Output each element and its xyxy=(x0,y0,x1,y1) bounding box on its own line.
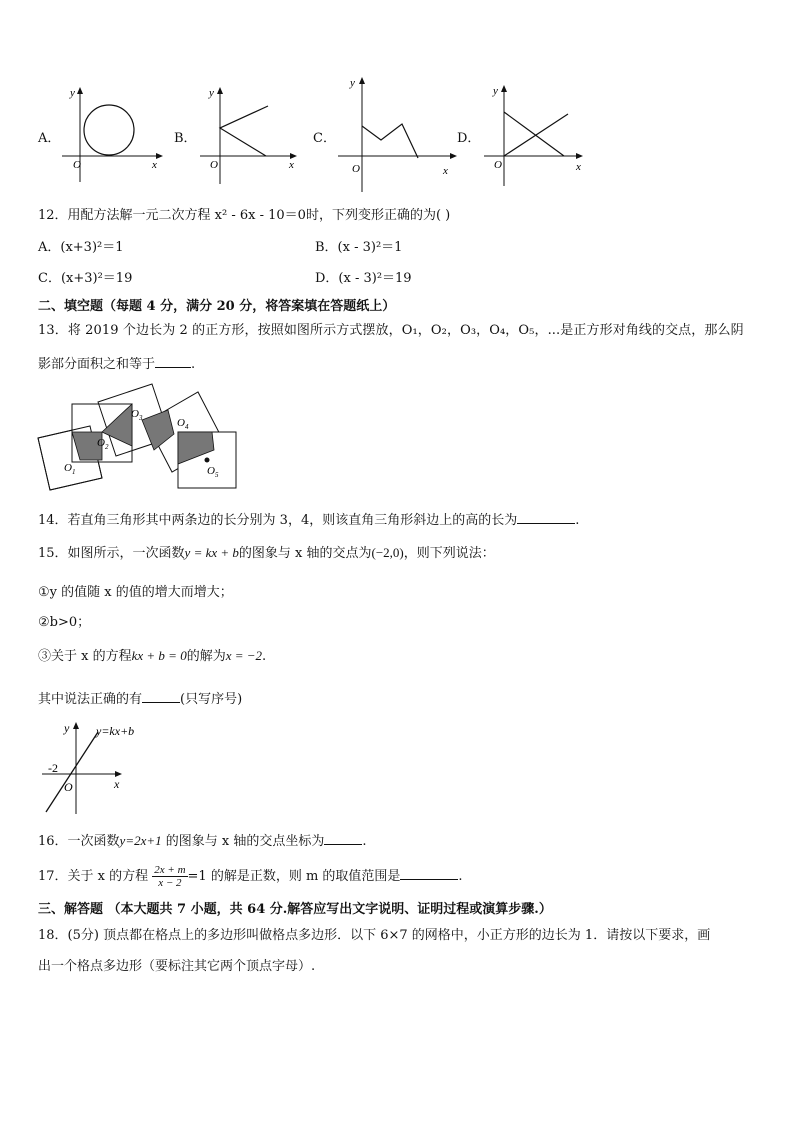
q16-text-c: 的图象与 x 轴的交点坐标为 xyxy=(161,834,325,849)
q17-end: . xyxy=(458,869,463,884)
q15-stem xyxy=(38,545,495,562)
option-a-label: A． xyxy=(38,131,61,146)
q14 xyxy=(38,511,579,529)
q15-ask-a: 其中说法正确的有 xyxy=(38,692,143,707)
q17-numerator: 2x + m xyxy=(154,864,186,876)
q15-s3-a: ③关于 x 的方程 xyxy=(38,649,132,664)
q18-line1: 18．(5分) 顶点都在格点上的多边形叫做格点多边形．以下 6×7 的网格中，小正方形的边长为 1．请按以下要求，画 xyxy=(38,928,711,943)
q15-graph xyxy=(38,718,148,818)
q16-text-a: 16．一次函数 xyxy=(38,834,120,849)
q15-ask xyxy=(38,690,242,708)
option-c-label: C． xyxy=(313,131,336,146)
q15-stem-c: ，则下列说法： xyxy=(403,546,495,561)
q17-answer-blank[interactable] xyxy=(400,867,458,880)
option-c-graph xyxy=(336,74,460,194)
q15-point: (−2,0) xyxy=(371,545,404,560)
q12-option-b: B．(x - 3)²＝1 xyxy=(315,240,403,255)
x-axis-label: x xyxy=(576,161,581,173)
y-axis-label: y xyxy=(64,721,70,735)
y-axis-label: y xyxy=(70,87,75,99)
q15-func: y = kx + b xyxy=(184,545,239,560)
q14-text: 14．若直角三角形其中两条边的长分别为 3，4，则该直角三角形斜边上的高的长为 xyxy=(38,513,518,528)
origin-label: O xyxy=(494,159,502,171)
q17 xyxy=(38,862,463,892)
x-axis-label: x xyxy=(114,777,120,791)
q15-statement-3 xyxy=(38,648,266,665)
q15-stem-a: 15．如图所示，一次函数 xyxy=(38,546,185,561)
q14-answer-blank[interactable] xyxy=(517,511,575,524)
q17-denominator: x − 2 xyxy=(158,877,182,889)
origin-label: O xyxy=(210,159,218,171)
q15-answer-blank[interactable] xyxy=(142,690,180,703)
graph-function-label: y=kx+b xyxy=(96,724,135,738)
option-b-label: B． xyxy=(174,131,197,146)
o2-label: $O_2$ xyxy=(97,437,109,451)
q15-ask-b: (只写序号) xyxy=(180,692,243,707)
x-axis-label: x xyxy=(289,159,294,171)
q16-func: y=2x+1 xyxy=(119,833,162,848)
option-d-graph xyxy=(480,82,588,190)
q14-end: . xyxy=(575,513,580,528)
origin-label: O xyxy=(352,163,360,175)
option-d-label: D． xyxy=(457,131,481,146)
o4-label: $O_4$ xyxy=(177,417,189,431)
y-axis-label: y xyxy=(350,77,355,89)
q15-s3-eq: kx + b = 0 xyxy=(131,648,187,663)
q16-end: . xyxy=(362,834,367,849)
y-axis-label: y xyxy=(493,85,498,97)
q15-s3-end: . xyxy=(262,649,267,664)
q12-stem: 12．用配方法解一元二次方程 x² - 6x - 10＝0时，下列变形正确的为( ) xyxy=(38,208,451,223)
origin-label: O xyxy=(73,159,81,171)
option-a-graph xyxy=(56,84,166,188)
q17-text-b: =1 的解是正数，则 m 的取值范围是 xyxy=(187,869,401,884)
o1-label: $O_1$ xyxy=(64,462,76,476)
graph-tick-label: -2 xyxy=(48,761,58,775)
section-3-title: 三、解答题 （本大题共 7 小题，共 64 分.解答应写出文字说明、证明过程或演算步骤.） xyxy=(38,902,552,917)
q12-option-a: A．(x+3)²＝1 xyxy=(38,240,124,255)
q13-line2-end: . xyxy=(191,357,196,372)
q17-text-a: 17．关于 x 的方程 xyxy=(38,869,149,884)
q13-answer-blank[interactable] xyxy=(155,355,191,368)
q13-squares-figure xyxy=(34,380,242,496)
origin-label: O xyxy=(64,780,73,794)
q15-stem-b: 的图象与 x 轴的交点为 xyxy=(238,546,372,561)
q15-s3-b: 的解为 xyxy=(186,649,226,664)
q16 xyxy=(38,832,367,850)
q13-line2-text: 影部分面积之和等于 xyxy=(38,357,156,372)
q12-option-c: C．(x+3)²＝19 xyxy=(38,271,133,286)
q15-statement-1: ①y 的值随 x 的值的增大而增大； xyxy=(38,585,233,600)
q15-statement-2: ②b>0； xyxy=(38,615,91,630)
o5-label: $O_5$ xyxy=(207,465,219,479)
x-axis-label: x xyxy=(152,159,157,171)
q12-option-d: D．(x - 3)²＝19 xyxy=(315,271,412,286)
section-2-title: 二、填空题（每题 4 分，满分 20 分，将答案填在答题纸上） xyxy=(38,299,396,314)
option-b-graph xyxy=(198,84,302,188)
y-axis-label: y xyxy=(209,87,214,99)
q17-fraction xyxy=(152,864,187,889)
q15-s3-sol: x = −2 xyxy=(225,648,263,663)
q13-line1: 13．将 2019 个边长为 2 的正方形，按照如图所示方式摆放，O₁，O₂，O₃，O₄，O₅，...是正方形对角线的交点，那么阴 xyxy=(38,323,744,338)
x-axis-label: x xyxy=(443,165,448,177)
q18-line2: 出一个格点多边形（要标注其它两个顶点字母）. xyxy=(38,959,316,974)
o3-label: $O_3$ xyxy=(131,408,143,422)
q16-answer-blank[interactable] xyxy=(324,832,362,845)
q13-line2 xyxy=(38,355,195,373)
